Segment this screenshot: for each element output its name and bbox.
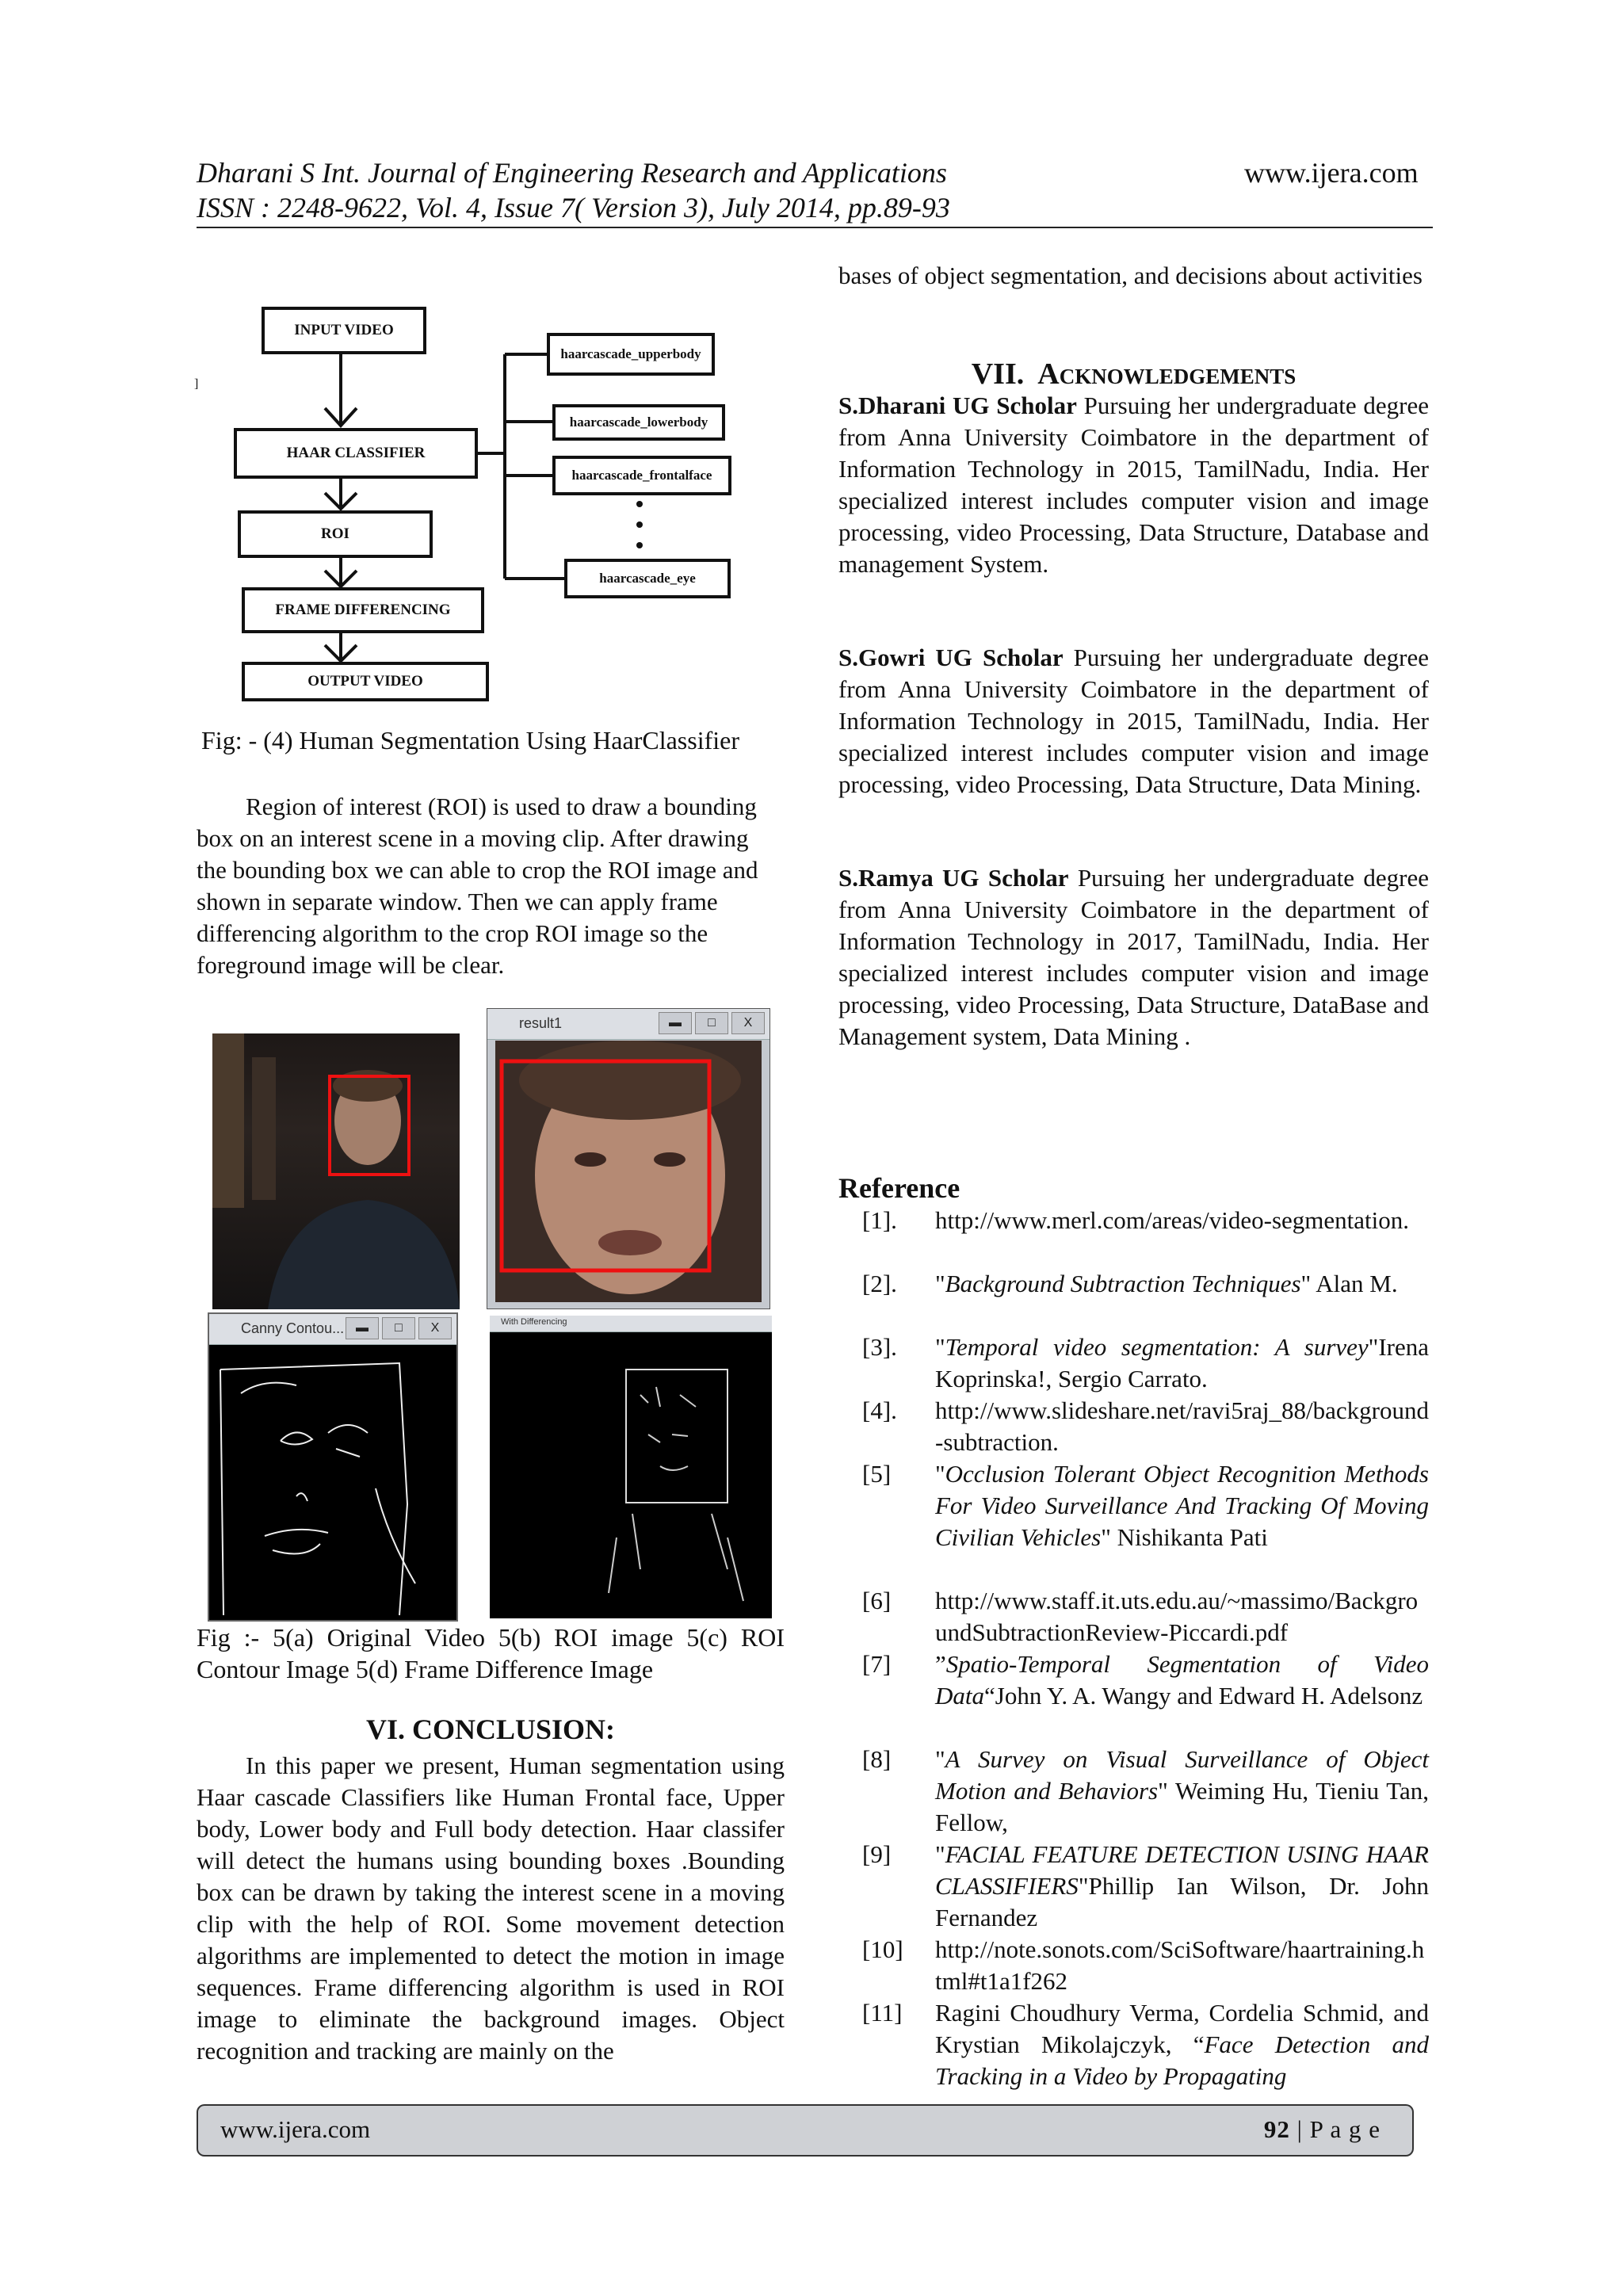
- reference-authors: "Irena Koprinska!, Sergio Carrato.: [935, 1333, 1429, 1392]
- window-frame-difference: [490, 1316, 772, 1618]
- footer-page: [1264, 2115, 1381, 2144]
- ack-title-first: A: [1037, 357, 1060, 391]
- conclusion-section: [197, 1712, 785, 2067]
- reference-title: A Survey on Visual Surveillance of Object Motion and Behaviors: [935, 1745, 1429, 1805]
- reference-quote: ”: [935, 1650, 946, 1678]
- bio-text: Pursuing her undergraduate degree from Anna University Coimbatore in the department of Information Technology in 2015, TamilNadu, India. Her specialized interest includes computer vision and image processing, video Processing, Data Structure, Data Mining.: [838, 644, 1429, 798]
- roi-paragraph-text: Region of interest (ROI) is used to draw a bounding box on an interest scene in a moving clip. After drawing the bounding box we can able to crop the ROI image and shown in separate window. Then we can apply frame differencing algorithm to the crop ROI image so the foreground image will be clear.: [197, 793, 758, 979]
- photo-original-video: [212, 1010, 460, 1309]
- page-number: 92: [1263, 2115, 1290, 2143]
- reference-title: Background Subtraction Techniques: [945, 1270, 1301, 1297]
- bio-name: S.Ramya UG Scholar: [838, 864, 1069, 892]
- flow-eye: haarcascade_eye: [564, 559, 731, 598]
- reference-title: Occlusion Tolerant Object Recognition Methods For Video Surveillance And Tracking Of Moving Civilian Vehicles: [935, 1460, 1429, 1551]
- reference-authors: "Phillip Ian Wilson, Dr. John Fernandez: [935, 1872, 1429, 1931]
- reference-number: [5]: [862, 1460, 892, 1488]
- flow-frame-differencing: FRAME DIFFERENCING: [242, 587, 484, 633]
- acknowledgements-title: [838, 357, 1429, 392]
- maximize-button[interactable]: □: [695, 1012, 728, 1034]
- reference-number: [10]: [862, 1935, 903, 1963]
- reference-authors: " Nishikanta Pati: [1101, 1523, 1268, 1551]
- maximize-button[interactable]: □: [382, 1317, 415, 1339]
- close-button[interactable]: X: [731, 1012, 765, 1034]
- reference-quote: ": [935, 1840, 945, 1868]
- window-diff-titlebar[interactable]: [490, 1316, 772, 1332]
- flow-frontalface: haarcascade_frontalface: [552, 456, 731, 495]
- issn-line: ISSN : 2248-9622, Vol. 4, Issue 7( Version 3), July 2014, pp.89-93: [197, 192, 950, 223]
- reference-number: [2].: [862, 1270, 897, 1297]
- reference-title: Temporal video segmentation: A survey: [945, 1333, 1369, 1361]
- window-canny-titlebar[interactable]: [209, 1314, 456, 1345]
- reference-number: [7]: [862, 1650, 892, 1678]
- reference-title: Spatio-Temporal Segmentation of Video Data: [935, 1650, 1429, 1710]
- footer-website[interactable]: www.ijera.com: [220, 2115, 371, 2143]
- bio-text: Pursuing her undergraduate degree from Anna University Coimbatore in the department of Information Technology in 2017, TamilNadu, India. Her specialized interest includes computer vision and image processing, video Processing, Data Structure, DataBase and Management system, Data Mining .: [838, 864, 1429, 1050]
- journal-line: Dharani S Int. Journal of Engineering Research and Applications: [197, 157, 947, 189]
- bio-text: Pursuing her undergraduate degree from Anna University Coimbatore in the department of Information Technology in 2015, TamilNadu, India. Her specialized interest includes computer vision and image processing, video Processing, Data Structure, Database and management System.: [838, 392, 1429, 578]
- reference-quote: ": [935, 1270, 945, 1297]
- reference-text: http://www.staff.it.uts.edu.au/~massimo/BackgroundSubtractionReview-Piccardi.pdf: [935, 1587, 1419, 1646]
- references-list: [838, 1205, 1429, 2092]
- reference-number: [3].: [862, 1333, 897, 1361]
- reference-authors: Ragini Choudhury Verma, Cordelia Schmid, and Krystian Mikolajczyk, “: [935, 1999, 1429, 2058]
- window-result1-title: result1: [519, 1015, 563, 1031]
- flow-upperbody: haarcascade_upperbody: [547, 333, 715, 376]
- header-website: www.ijera.com: [1244, 157, 1419, 189]
- roi-face-image: [495, 1041, 762, 1302]
- minimize-button[interactable]: ▬: [346, 1317, 379, 1339]
- bio-name: S.Dharani UG Scholar: [838, 392, 1077, 419]
- reference-number: [1].: [862, 1206, 897, 1234]
- conclusion-title: VI. CONCLUSION:: [365, 1713, 616, 1745]
- reference-text: http://note.sonots.com/SciSoftware/haartraining.html#t1a1f262: [935, 1935, 1425, 1995]
- flowchart-stray-mark: ]: [194, 377, 199, 391]
- flow-roi: ROI: [238, 510, 433, 558]
- bio-dharani: [838, 390, 1429, 580]
- close-button[interactable]: X: [418, 1317, 452, 1339]
- flowchart: [194, 295, 749, 707]
- fig4-caption: Fig: - (4) Human Segmentation Using HaarClassifier: [201, 726, 739, 755]
- right-continuation: bases of object segmentation, and decisions about activities: [838, 262, 1423, 289]
- reference-quote: ": [935, 1745, 945, 1773]
- bio-name: S.Gowri UG Scholar: [838, 644, 1064, 671]
- flow-lowerbody: haarcascade_lowerbody: [552, 404, 725, 441]
- footer-bar: [197, 2104, 1414, 2157]
- flow-output-video: OUTPUT VIDEO: [242, 662, 489, 701]
- reference-authors: “John Y. A. Wangy and Edward H. Adelsonz: [984, 1682, 1423, 1710]
- header-rule: [197, 227, 1433, 228]
- window-canny-title: Canny Contou...: [241, 1320, 345, 1336]
- reference-title: FACIAL FEATURE DETECTION USING HAAR CLASSIFIERS: [935, 1840, 1429, 1900]
- reference-text: http://www.slideshare.net/ravi5raj_88/background-subtraction.: [935, 1396, 1429, 1456]
- reference-quote: ": [935, 1460, 945, 1488]
- roi-paragraph: [197, 791, 775, 981]
- references-heading: Reference: [838, 1172, 960, 1204]
- reference-number: [9]: [862, 1840, 892, 1868]
- reference-number: [8]: [862, 1745, 892, 1773]
- reference-quote: ": [935, 1333, 945, 1361]
- frame-difference-image: [490, 1331, 772, 1618]
- flow-haar-classifier: HAAR CLASSIFIER: [234, 428, 478, 479]
- ack-title-rest: CKNOWLEDGEMENTS: [1059, 365, 1296, 388]
- window-diff-title: With Differencing: [501, 1317, 567, 1327]
- window-canny-contour: [208, 1312, 458, 1622]
- reference-title: Face Detection and Tracking in a Video by Propagating: [935, 2030, 1429, 2090]
- reference-text: http://www.merl.com/areas/video-segmentation.: [935, 1206, 1410, 1234]
- reference-number: [4].: [862, 1396, 897, 1424]
- reference-authors: " Alan M.: [1300, 1270, 1398, 1297]
- fig5-caption: Fig :- 5(a) Original Video 5(b) ROI image 5(c) ROI Contour Image 5(d) Frame Difference Image: [197, 1623, 785, 1683]
- reference-number: [6]: [862, 1587, 892, 1614]
- window-result1: [487, 1008, 770, 1309]
- flow-input-video: INPUT VIDEO: [262, 307, 426, 354]
- bio-gowri: [838, 642, 1429, 800]
- page-label: | P a g e: [1289, 2115, 1381, 2143]
- conclusion-text: In this paper we present, Human segmentation using Haar cascade Classifiers like Human Frontal face, Upper body, Lower body and Full body detection. Haar classifer will detect the humans using bounding boxes .Bounding box can be drawn by taking the interest scene in a moving clip with the help of ROI. Some movement detection algorithms are implemented to detect the motion in image sequences. Frame differencing algorithm is used in ROI image to eliminate the background images. Object recognition and tracking are mainly on the: [197, 1752, 785, 2065]
- minimize-button[interactable]: ▬: [659, 1012, 692, 1034]
- ack-num: VII.: [971, 357, 1025, 391]
- reference-number: [11]: [862, 1999, 903, 2027]
- canny-contour-image: [209, 1346, 456, 1620]
- window-result1-titlebar[interactable]: [487, 1009, 769, 1040]
- bio-ramya: [838, 862, 1429, 1052]
- reference-authors: " Weiming Hu, Tieniu Tan, Fellow,: [935, 1777, 1429, 1836]
